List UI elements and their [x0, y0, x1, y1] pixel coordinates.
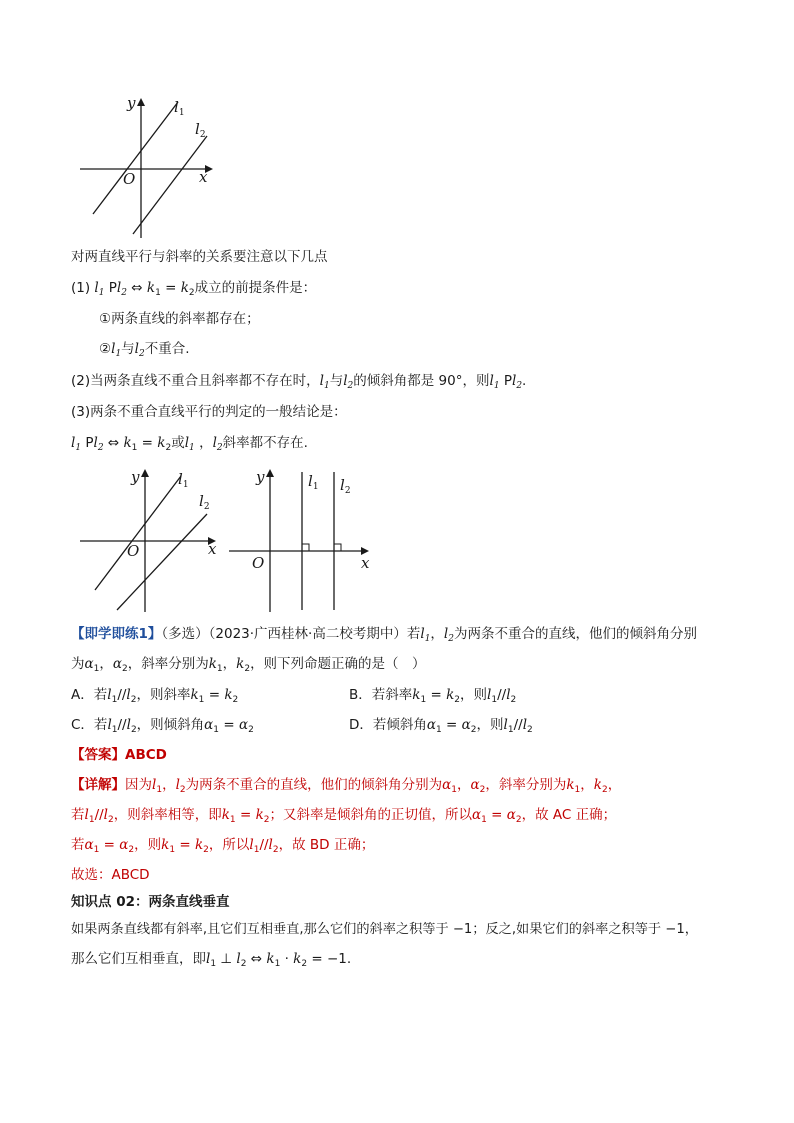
y-axis-arrow [137, 98, 145, 106]
detail-line3: 若$\alpha_1 = \alpha_2$，则$k_1 = k_2$，所以$l_1//l_2$，故 BD 正确； [71, 837, 375, 855]
detail-l3-mid: ，则 [134, 837, 162, 853]
detail-l3-prefix: 若 [71, 837, 85, 853]
exercise-question-line2: 为$\alpha_1$，$\alpha_2$，斜率分别为$k_1$，$k_2$，则下列命题正确的是（ ） [71, 656, 426, 674]
note-3: (3)两条不重合直线平行的判定的一般结论是： [71, 404, 347, 420]
right-angle-mark-1 [302, 544, 309, 551]
line-l2 [117, 514, 207, 610]
note-2-suffix: . [522, 373, 527, 389]
figure-parallel-lines-vertical [226, 460, 386, 615]
exercise-question-line1: 【即学即练1】（多选）（2023·广西桂林·高二校考期中）若$l_1$，$l_2$为两条不重合的直线，他们的倾斜角分别 [71, 626, 697, 644]
kp-p2-suffix: . [346, 951, 352, 967]
note-1a: ①两条直线的斜率都存在； [99, 311, 260, 327]
option-a[interactable]: A．若$l_1//l_2$，则斜率$k_1 = k_2$ [71, 687, 239, 705]
note-2-prefix: (2)当两条直线不重合且斜率都不存在时， [71, 373, 320, 389]
option-c-mid: ，则倾斜角 [136, 717, 205, 733]
right-angle-mark-2 [334, 544, 341, 551]
knowledge-point-para1: 如果两条直线都有斜率,且它们互相垂直,那么它们的斜率之积等于 −1；反之,如果它们的斜率之积等于 −1， [71, 922, 698, 937]
line-l2 [133, 136, 207, 234]
l1-label: $l_1$ [178, 470, 189, 490]
detail-line4: 故选：ABCD [71, 867, 150, 883]
l2-label: $l_2$ [199, 492, 210, 512]
formula-mid: 或 [171, 435, 185, 451]
answer-tag: 【答案】 [71, 747, 125, 763]
option-c-label: C．若 [71, 717, 108, 733]
option-b[interactable]: B．若斜率$k_1 = k_2$，则$l_1//l_2$ [349, 687, 517, 705]
l1-label: $l_1$ [308, 472, 319, 492]
option-b-label: B．若斜率 [349, 687, 413, 703]
l1-label: $l_1$ [174, 98, 185, 118]
note-2-mid2: 的倾斜角都是 90°，则 [353, 373, 490, 389]
figure-parallel-lines-sloped [75, 460, 235, 615]
exercise-q1-mid: 为两条不重合的直线，他们的倾斜角分别 [453, 626, 697, 642]
line-l1 [95, 476, 181, 590]
exercise-q2-prefix: 为 [71, 656, 85, 672]
x-label: x [199, 168, 208, 186]
detail-l2-mid: ，则斜率相等，即 [113, 807, 222, 823]
option-c[interactable]: C．若$l_1//l_2$，则倾斜角$\alpha_1 = \alpha_2$ [71, 717, 254, 735]
detail-l2-suffix: ，故 AC 正确； [521, 807, 617, 823]
y-label: y [127, 94, 136, 112]
exercise-q2-suffix: ，则下列命题正确的是（ ） [250, 656, 426, 672]
option-a-label: A．若 [71, 687, 108, 703]
detail-line1: 【详解】因为$l_1$，$l_2$为两条不重合的直线，他们的倾斜角分别为$\alpha_1$，$\alpha_2$，斜率分别为$k_1$，$k_2$， [71, 777, 622, 795]
detail-l1-prefix: 因为 [125, 777, 152, 793]
option-b-mid: ，则 [460, 687, 488, 703]
answer-line [71, 746, 167, 764]
note-heading: 对两直线平行与斜率的关系要注意以下几点 [71, 249, 328, 265]
detail-line2: 若$l_1//l_2$，则斜率相等，即$k_1 = k_2$；又斜率是倾斜角的正切值，所以$\alpha_1 = \alpha_2$，故 AC 正确； [71, 807, 617, 825]
answer-value: ABCD [125, 747, 167, 763]
origin-label: O [127, 542, 140, 560]
note-1b-mid: 与 [121, 341, 135, 357]
note-1-suffix: 成立的前提条件是： [194, 280, 317, 296]
detail-l3-suffix: ，故 BD 正确； [278, 837, 375, 853]
note-3-formula: $l_1$ $Pl_2$ ⇔ $k_1 = k_2$或$l_1$ ，$l_2$斜率都不存在. [71, 435, 308, 453]
origin-label: O [123, 170, 136, 188]
option-a-mid: ，则斜率 [136, 687, 191, 703]
x-label: x [208, 540, 217, 558]
option-d-label: D．若倾斜角 [349, 717, 427, 733]
l2-label: $l_2$ [195, 120, 206, 140]
line-l1 [93, 102, 178, 214]
kp-p2-prefix: 那么它们互相垂直，即 [71, 951, 206, 967]
origin-label: O [252, 554, 265, 572]
detail-tag: 【详解】 [71, 777, 125, 793]
option-d[interactable]: D．若倾斜角$\alpha_1 = \alpha_2$，则$l_1//l_2$ [349, 717, 533, 735]
exercise-source: （多选）（2023·广西桂林·高二校考期中）若 [161, 626, 421, 642]
detail-l3-mid2: ，所以 [208, 837, 250, 853]
y-axis-arrow [266, 469, 274, 477]
note-1b-suffix: 不重合. [144, 341, 190, 357]
y-label: y [131, 468, 140, 486]
y-axis-arrow [141, 469, 149, 477]
exercise-tag: 【即学即练1】 [71, 626, 162, 642]
figure-parallel-lines-top [75, 90, 235, 240]
note-1-prefix: (1) [71, 280, 91, 296]
formula-suffix: 斜率都不存在. [222, 435, 308, 451]
detail-l1-mid2: ，斜率分别为 [485, 777, 567, 793]
detail-l1-mid: 为两条不重合的直线，他们的倾斜角分别为 [185, 777, 443, 793]
y-label: y [256, 468, 265, 486]
x-label: x [361, 554, 370, 572]
l2-label: $l_2$ [340, 476, 351, 496]
option-d-mid: ，则 [476, 717, 504, 733]
detail-l2-prefix: 若 [71, 807, 85, 823]
note-1: (1) $l_1$ $Pl_2$ ⇔ $k_1 = k_2$成立的前提条件是： [71, 280, 317, 298]
knowledge-point-para2: 那么它们互相垂直，即$l_1$ ⊥ $l_2$ ⇔ $k_1 \cdot k_2 = -1$. [71, 951, 352, 969]
knowledge-point-title: 知识点 02：两条直线垂直 [71, 894, 230, 910]
note-2-mid: 与 [329, 373, 344, 389]
detail-l2-mid2: ；又斜率是倾斜角的正切值，所以 [269, 807, 472, 823]
note-2: (2)当两条直线不重合且斜率都不存在时，$l_1$与$l_2$的倾斜角都是 90°，则$l_1$ $Pl_2$. [71, 373, 527, 391]
exercise-q2-mid: ，斜率分别为 [127, 656, 209, 672]
note-1b-prefix: ② [99, 341, 112, 357]
note-1b: $②l_1$与$l_2$不重合. [99, 341, 190, 359]
